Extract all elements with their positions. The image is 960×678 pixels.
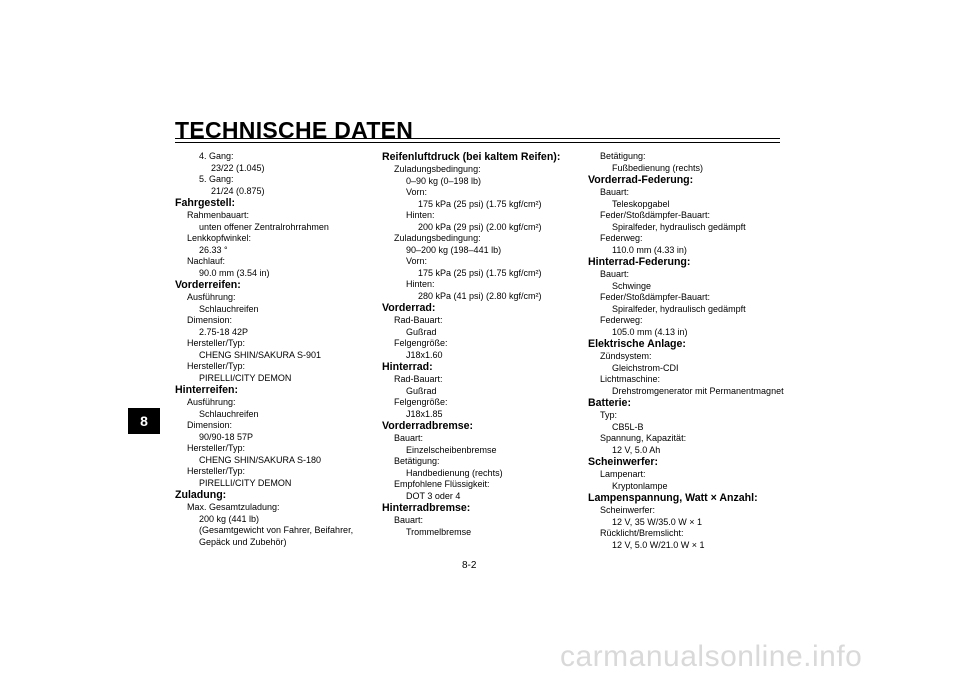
spec-line: Feder/Stoßdämpfer-Bauart: [600, 210, 711, 220]
spec-line: Spannung, Kapazität: [600, 433, 687, 443]
spec-line: Zuladungsbedingung: [394, 164, 481, 174]
spec-line: Typ: [600, 410, 618, 420]
section-heading: Reifenluftdruck (bei kaltem Reifen): [382, 151, 561, 163]
spec-line: Teleskopgabel [612, 198, 670, 209]
spec-line: Fußbedienung (rechts) [612, 162, 704, 173]
spec-line: Felgengröße: [394, 338, 448, 348]
spec-line: Spiralfeder, hydraulisch gedämpft [612, 221, 746, 232]
spec-line: J18x1.60 [406, 349, 443, 360]
spec-line: Gußrad [406, 326, 437, 337]
spec-line: Gepäck und Zubehör) [199, 536, 287, 547]
section-heading: Scheinwerfer: [588, 456, 659, 468]
spec-column-1 [175, 151, 380, 548]
spec-line: Felgengröße: [394, 397, 448, 407]
section-heading: Vorderreifen: [175, 279, 241, 291]
spec-line: CHENG SHIN/SAKURA S-180 [199, 454, 322, 465]
spec-line: Zündsystem: [600, 351, 652, 361]
chapter-tab: 8 [128, 408, 160, 434]
spec-line: Ausführung: [187, 397, 236, 407]
spec-line: 110.0 mm (4.33 in) [612, 244, 687, 255]
spec-line: Kryptonlampe [612, 480, 668, 491]
spec-line: Hersteller/Typ: [187, 443, 246, 453]
spec-line: Gleichstrom-CDI [612, 362, 679, 373]
section-heading: Vorderrad: [382, 302, 436, 314]
section-heading: Hinterrad: [382, 361, 433, 373]
spec-line: Lampenart: [600, 469, 646, 479]
spec-column-3 [588, 151, 788, 551]
spec-line: Betätigung: [600, 151, 646, 161]
spec-line: Dimension: [187, 420, 233, 430]
spec-line: 21/24 (0.875) [211, 185, 265, 196]
spec-line: Einzelscheibenbremse [406, 444, 497, 455]
section-heading: Hinterradbremse: [382, 502, 471, 514]
spec-line: Rahmenbauart: [187, 210, 250, 220]
section-heading: Elektrische Anlage: [588, 338, 686, 350]
spec-line: 200 kg (441 lb) [199, 513, 260, 524]
section-heading: Batterie: [588, 397, 631, 409]
spec-line: Hersteller/Typ: [187, 361, 246, 371]
spec-line: 200 kPa (29 psi) (2.00 kgf/cm²) [418, 221, 542, 232]
spec-line: Bauart: [600, 269, 630, 279]
spec-line: Empfohlene Flüssigkeit: [394, 479, 490, 489]
spec-line: 2.75-18 42P [199, 326, 249, 337]
spec-line: 12 V, 5.0 Ah [612, 444, 661, 455]
spec-line: 105.0 mm (4.13 in) [612, 326, 688, 337]
spec-line: 175 kPa (25 psi) (1.75 kgf/cm²) [418, 267, 542, 278]
spec-line: Vorn: [406, 187, 428, 197]
spec-line: Spiralfeder, hydraulisch gedämpft [612, 303, 746, 314]
spec-line: 26.33 ° [199, 244, 228, 255]
title-rule [175, 138, 780, 143]
spec-line: Handbedienung (rechts) [406, 467, 503, 478]
section-heading: Vorderrad-Federung: [588, 174, 694, 186]
spec-line: 90.0 mm (3.54 in) [199, 267, 270, 278]
spec-line: 12 V, 5.0 W/21.0 W × 1 [612, 539, 705, 550]
spec-line: 175 kPa (25 psi) (1.75 kgf/cm²) [418, 198, 542, 209]
spec-line: Gußrad [406, 385, 437, 396]
spec-line: 90–200 kg (198–441 lb) [406, 244, 502, 255]
spec-line: Hinten: [406, 210, 435, 220]
spec-line: Betätigung: [394, 456, 440, 466]
spec-line: (Gesamtgewicht von Fahrer, Beifahrer, [199, 525, 354, 535]
spec-line: Max. Gesamtzuladung: [187, 502, 280, 512]
spec-line: Federweg: [600, 233, 643, 243]
spec-line: Feder/Stoßdämpfer-Bauart: [600, 292, 711, 302]
spec-line: 0–90 kg (0–198 lb) [406, 175, 482, 186]
spec-line: Lenkkopfwinkel: [187, 233, 252, 243]
spec-line: Bauart: [394, 433, 424, 443]
spec-line: Scheinwerfer: [600, 505, 656, 515]
spec-line: J18x1.85 [406, 408, 443, 419]
spec-line: Trommelbremse [406, 526, 472, 537]
spec-line: Nachlauf: [187, 256, 226, 266]
section-heading: Fahrgestell: [175, 197, 236, 209]
page-number: 8-2 [462, 560, 477, 571]
spec-line: 4. Gang: [199, 151, 234, 161]
watermark: carmanualsonline.info [560, 640, 863, 673]
spec-line: Rad-Bauart: [394, 315, 443, 325]
spec-line: Rücklicht/Bremslicht: [600, 528, 684, 538]
spec-line: Lichtmaschine: [600, 374, 661, 384]
section-heading: Hinterrad-Federung: [588, 256, 691, 268]
spec-line: Dimension: [187, 315, 233, 325]
section-heading: Lampenspannung, Watt × Anzahl: [588, 492, 758, 504]
spec-line: Schlauchreifen [199, 303, 259, 314]
page-title: TECHNISCHE DATEN [175, 117, 414, 143]
section-heading: Zuladung: [175, 489, 227, 501]
spec-line: 5. Gang: [199, 174, 234, 184]
section-heading: Vorderradbremse: [382, 420, 474, 432]
spec-line: DOT 3 oder 4 [406, 490, 461, 501]
spec-line: CB5L-B [612, 421, 644, 432]
spec-line: Rad-Bauart: [394, 374, 443, 384]
spec-line: Hersteller/Typ: [187, 466, 246, 476]
spec-column-2 [382, 151, 587, 538]
spec-line: Ausführung: [187, 292, 236, 302]
spec-line: Federweg: [600, 315, 643, 325]
spec-line: Hersteller/Typ: [187, 338, 246, 348]
spec-line: 280 kPa (41 psi) (2.80 kgf/cm²) [418, 290, 542, 301]
spec-line: Vorn: [406, 256, 428, 266]
spec-line: Zuladungsbedingung: [394, 233, 481, 243]
spec-line: Schlauchreifen [199, 408, 259, 419]
spec-line: 90/90-18 57P [199, 431, 254, 442]
spec-line: 12 V, 35 W/35.0 W × 1 [612, 516, 702, 527]
spec-line: Drehstromgenerator mit Permanentmagnet [612, 385, 784, 396]
spec-line: Bauart: [600, 187, 630, 197]
spec-line: CHENG SHIN/SAKURA S-901 [199, 349, 322, 360]
spec-line: Hinten: [406, 279, 435, 289]
spec-line: PIRELLI/CITY DEMON [199, 477, 292, 488]
section-heading: Hinterreifen: [175, 384, 238, 396]
spec-line: 23/22 (1.045) [211, 162, 265, 173]
spec-line: Schwinge [612, 280, 652, 291]
spec-line: unten offener Zentralrohrrahmen [199, 221, 329, 232]
spec-line: Bauart: [394, 515, 424, 525]
spec-line: PIRELLI/CITY DEMON [199, 372, 292, 383]
